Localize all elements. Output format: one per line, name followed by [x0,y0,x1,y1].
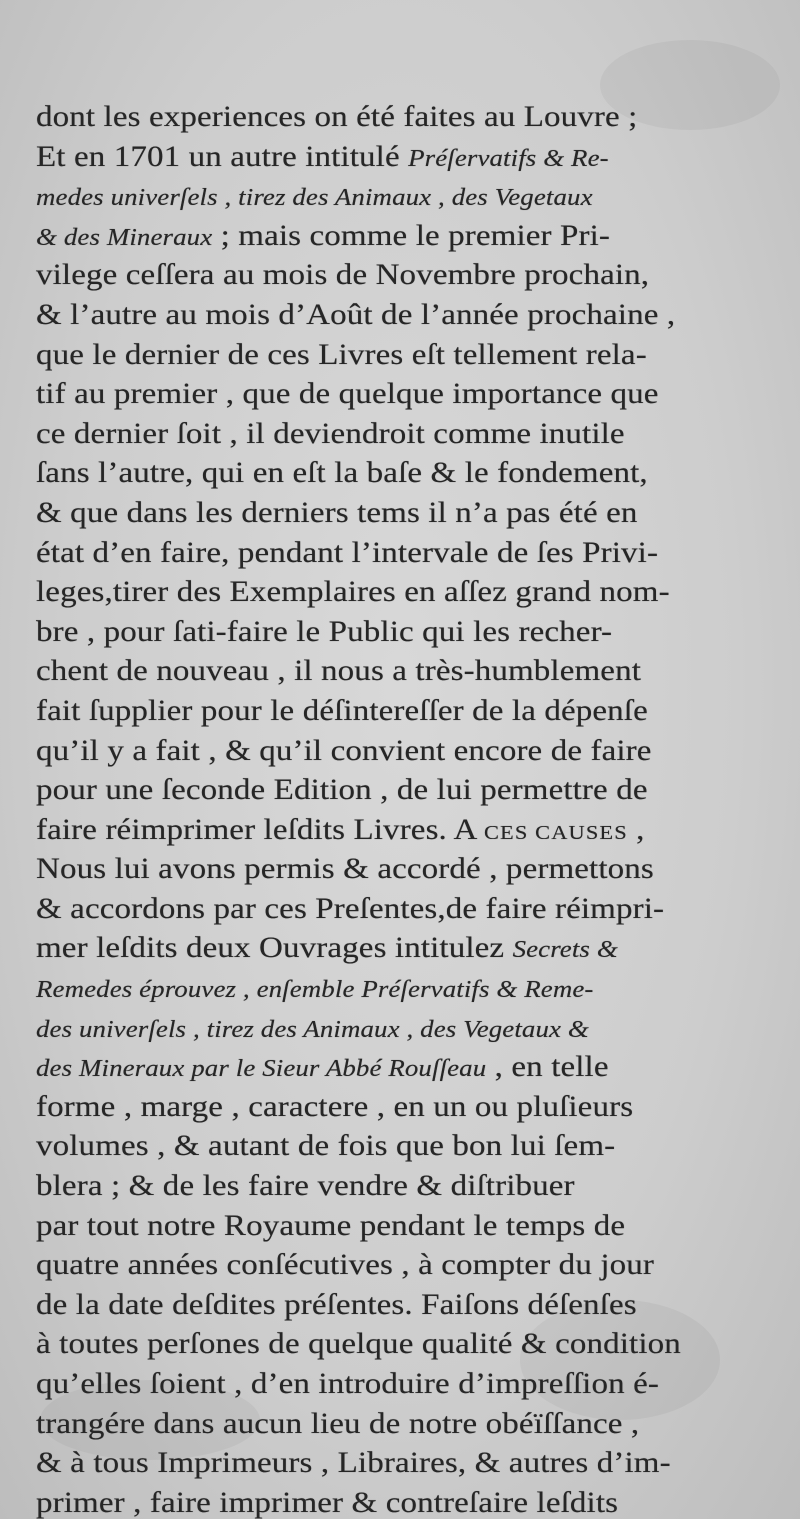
text-segment: chent de nouveau , il nous a très-humblement [36,655,641,688]
text-line [36,850,756,890]
text-line [36,138,756,178]
text-segment: primer , faire imprimer & contreſaire leſdits [36,1486,619,1519]
text-line [36,1009,756,1049]
text-segment: Préſervatifs & Re- [408,145,609,172]
text-line [36,1127,756,1167]
text-segment: forme , marge , caractere , en un ou pluſieurs [36,1090,634,1123]
text-line [36,890,756,930]
text-segment: que le dernier de ces Livres eſt tellement rela- [36,338,647,371]
text-line [36,256,756,296]
text-segment: par tout notre Royaume pendant le temps de [36,1209,626,1242]
text-line [36,811,756,851]
text-segment: & des Mineraux [36,224,213,251]
text-line [36,1405,756,1445]
text-segment: volumes , & autant de fois que bon lui ſem- [36,1130,616,1163]
text-segment: pour une ſeconde Edition , de lui permettre de [36,774,648,807]
text-segment: Nous lui avons permis & accordé , permettons [36,853,654,886]
text-line [36,296,756,336]
text-segment: mer leſdits deux Ouvrages intitulez [36,932,513,965]
text-line [36,375,756,415]
text-line [36,1088,756,1128]
text-line [36,929,756,969]
text-segment: qu’il y a fait , & qu’il convient encore de faire [36,734,652,767]
text-segment: fait ſupplier pour le déſintereſſer de la dépenſe [36,694,648,727]
text-segment: medes univerſels , tirez des Animaux , des Vegetaux [36,185,593,212]
text-line [36,1048,756,1088]
text-segment: faire réimprimer leſdits Livres. A [36,813,484,846]
text-segment: Et en 1701 un autre intitulé [36,140,409,173]
text-line [36,454,756,494]
text-segment: , en telle [486,1051,609,1084]
text-segment: & que dans les derniers tems il n’a pas été en [36,496,638,529]
text-segment: à toutes perſones de quelque qualité & condition [36,1328,681,1361]
text-segment: vilege ceſſera au mois de Novembre prochain, [36,259,650,292]
text-segment: de la date deſdites préſentes. Faiſons déſenſes [36,1288,637,1321]
text-segment: qu’elles ſoient , d’en introduire d’impreſſion é- [36,1368,659,1400]
text-segment: dont les experiences on été faites au Louvre ; [36,101,638,133]
text-segment: des Mineraux par le Sieur Abbé Rouſſeau [36,1056,487,1083]
text-segment: trangére dans aucun lieu de notre obéïſſance , [36,1407,640,1440]
body-text [36,98,756,1519]
text-line [36,692,756,732]
text-segment: , [627,813,645,846]
text-segment: état d’en faire, pendant l’intervale de ſes Privi- [36,536,659,569]
text-line [36,1286,756,1326]
text-line [36,336,756,376]
text-line [36,1365,756,1405]
text-segment: & à tous Imprimeurs , Libraires, & autres d’im- [36,1447,671,1480]
text-segment: ; mais comme le premier Pri- [212,219,611,252]
text-line [36,969,756,1009]
text-line [36,415,756,455]
text-line [36,1167,756,1207]
text-line [36,1246,756,1286]
text-line [36,98,756,138]
text-segment: & accordons par ces Preſentes,de faire réimpri- [36,892,665,925]
text-line [36,217,756,257]
text-segment: ce dernier ſoit , il deviendroit comme inutile [36,417,625,450]
text-segment: & l’autre au mois d’Août de l’année prochaine , [36,298,676,331]
text-segment: ſans l’autre, qui en eſt la baſe & le fondement, [36,457,648,490]
text-segment: bre , pour ſati-faire le Public qui les recher- [36,615,613,648]
text-line [36,573,756,613]
text-segment: CES CAUSES [484,821,628,844]
text-segment: blera ; & de les faire vendre & diſtribuer [36,1170,575,1203]
text-line [36,1207,756,1247]
text-segment: des univerſels , tirez des Animaux , des Vegetaux & [36,1016,589,1043]
text-line [36,652,756,692]
text-segment: tif au premier , que de quelque importance que [36,378,659,411]
text-line [36,1444,756,1484]
text-line [36,534,756,574]
text-segment: leges,tirer des Exemplaires en aſſez grand nom- [36,576,670,609]
text-line [36,732,756,772]
text-segment: Remedes éprouvez , enſemble Préſervatifs & Reme- [36,977,594,1004]
text-line [36,613,756,653]
text-line [36,177,756,217]
text-segment: Secrets & [512,937,618,964]
text-line [36,1325,756,1365]
text-line [36,1484,756,1519]
text-line [36,771,756,811]
text-segment: quatre années conſécutives , à compter du jour [36,1249,654,1282]
text-line [36,494,756,534]
